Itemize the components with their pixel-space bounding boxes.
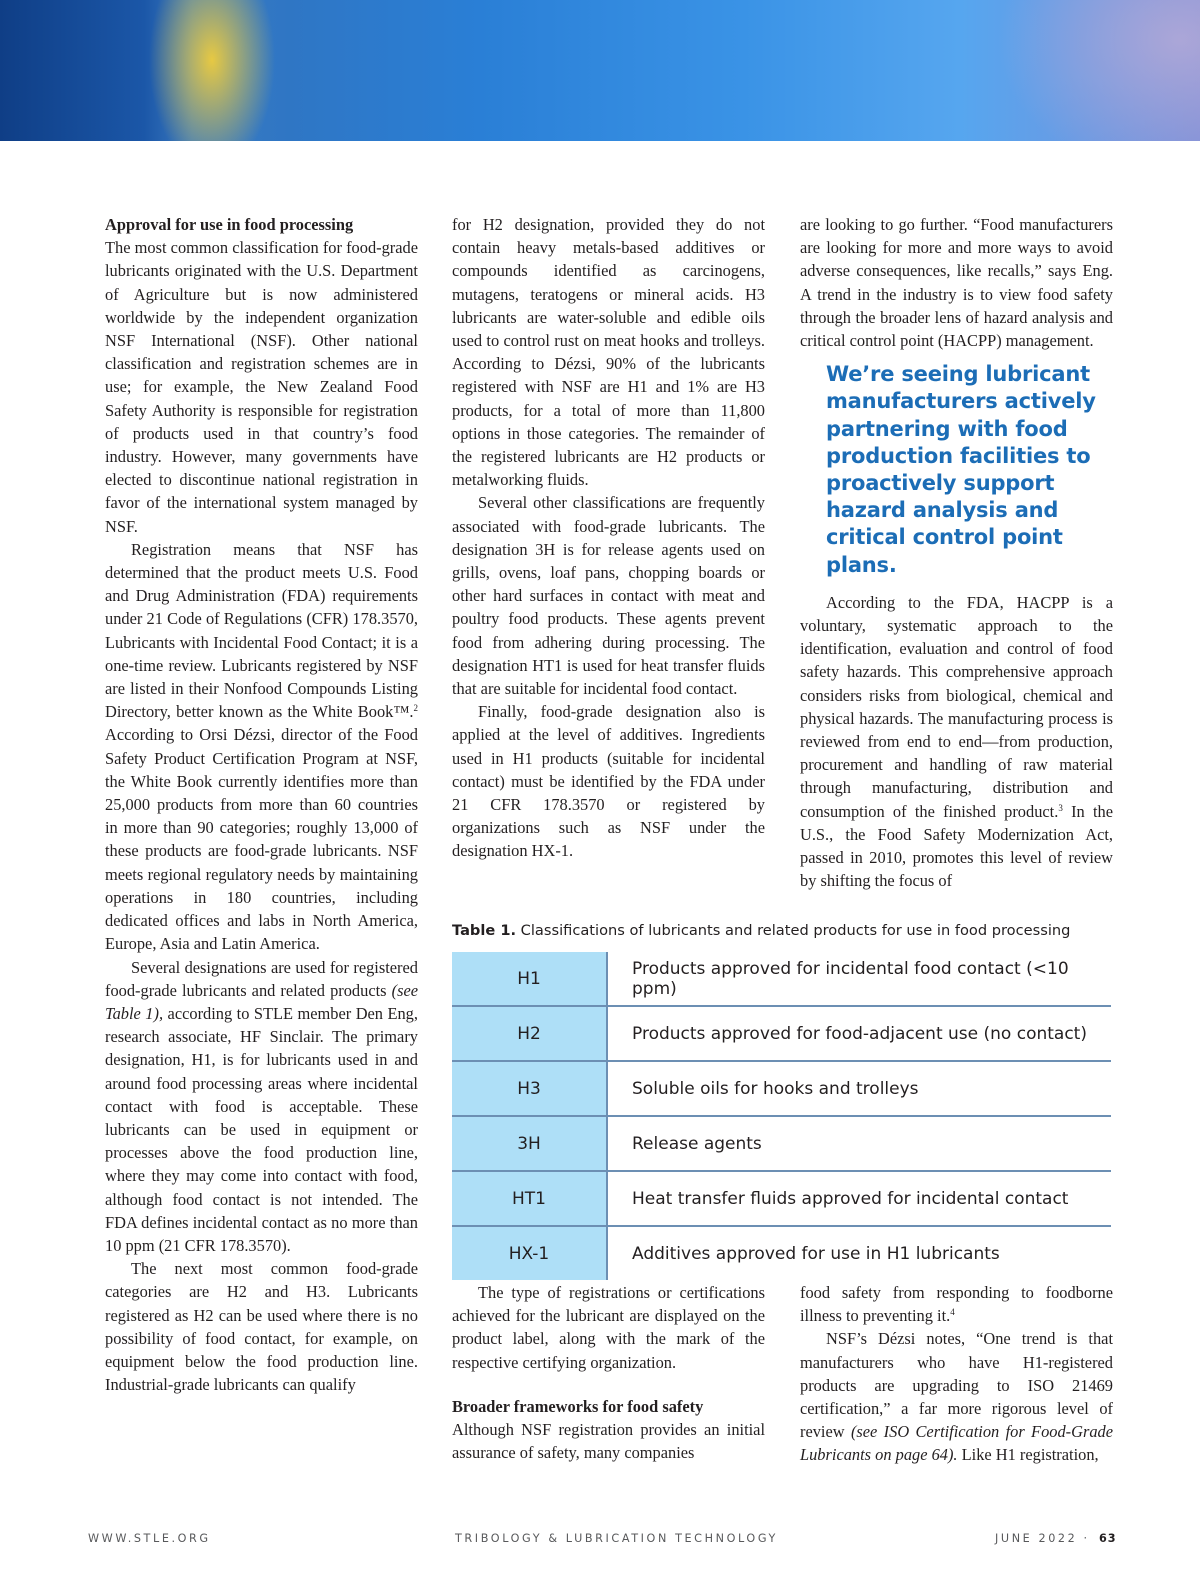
table-code-cell: HT1 <box>452 1171 607 1226</box>
paragraph <box>105 956 418 1258</box>
paragraph: Finally, food-grade designation also is applied at the level of additives. Ingredients used in H1 products (suitable for incidental contact) must be identified by the FDA under 21 CFR 178.3570 or registered by organizations such as NSF under the designation HX-1. <box>452 702 765 861</box>
paragraph: Several other classifications are frequently associated with food-grade lubricants. The designation 3H is for release agents used on grills, ovens, loaf pans, chopping boards or other hard surfaces in contact with meat and poultry food products. These agents prevent food from adhering during processing. The designation HT1 is used for heat transfer fluids that are suitable for incidental food contact. <box>452 493 765 699</box>
paragraph: are looking to go further. “Food manufacturers are looking for more and more ways to avoid adverse consequences, like recalls,” says Eng. A trend in the industry is to view food safety through the broader lens of hazard analysis and critical control point (HACPP) management. <box>800 215 1113 351</box>
text-run: In the U.S., the Food Safety Modernization Act, passed in 2010, promotes this level of review by shifting the focus of <box>800 801 1113 891</box>
footer-publication: TRIBOLOGY & LUBRICATION TECHNOLOGY <box>455 1532 778 1545</box>
paragraph: The most common classification for food-grade lubricants originated with the U.S. Department of Agriculture but is now administered worldwide by the independent organization NSF International (NSF). Other national classification and registration schemes are in use; for example, the New Zealand Food Safety Authority is responsible for registration of products used in that country’s food industry. However, many governments have elected to discontinue national registration in favor of the international system managed by NSF. <box>105 238 418 536</box>
text-run: Several designations are used for registered food-grade lubricants and related products <box>105 957 418 1000</box>
text-run: According to the FDA, HACPP is a voluntary, systematic approach to the identification, evaluation and control of food safety hazards. This comprehensive approach considers risks from biological, chemical and physical hazards. The manufacturing process is reviewed from end to end—from production, procurement and handling of raw material through manufacturing, distribution and consumption of the finished product. <box>800 592 1113 821</box>
text-run: According to Orsi Dézsi, director of the Food Safety Product Certification Program at NSF, the White Book currently identifies more than 25,000 products from more than 60 countries in more than 90 categories; roughly 13,000 of these products are food-grade lubricants. NSF meets regional regulatory needs by maintaining operations in 180 countries, including dedicated offices and labs in North America, Europe, Asia and Latin America. <box>105 725 418 954</box>
classification-table <box>452 952 1111 1280</box>
footnote-ref[interactable]: 4 <box>950 1307 955 1318</box>
cross-reference: (see ISO Certification for Food-Grade Lubricants on page 64). <box>800 1422 1113 1465</box>
table-code-cell: H3 <box>452 1061 607 1116</box>
table-description-cell: Soluble oils for hooks and trolleys <box>607 1061 1111 1116</box>
table-description-cell: Release agents <box>607 1116 1111 1171</box>
header-banner-image <box>0 0 1200 141</box>
article-column-3 <box>800 213 1113 892</box>
text-run: Registration means that NSF has determined that the product meets U.S. Food and Drug Administration (FDA) requirements under 21 Code of Regulations (CFR) 178.3570, Lubricants with Incidental Food Contact; it is a one-time review. Lubricants registered by NSF are listed in their Nonfood Compounds Listing Directory, better known as the White Book™. <box>105 539 418 722</box>
section-heading: Approval for use in food processing <box>105 215 354 234</box>
table-code-cell: HX-1 <box>452 1226 607 1280</box>
footer-date: JUNE 2022 · <box>995 1532 1090 1545</box>
table-row <box>452 1116 1111 1171</box>
table-code-cell: 3H <box>452 1116 607 1171</box>
table-row <box>452 1061 1111 1116</box>
footnote-ref[interactable]: 3 <box>1058 802 1063 813</box>
table-code-cell: H1 <box>452 952 607 1006</box>
section-heading: Broader frameworks for food safety <box>452 1396 704 1416</box>
paragraph <box>800 591 1113 893</box>
table-caption <box>452 922 1112 939</box>
article-column-2-lower <box>452 1281 765 1464</box>
table-code-cell: H2 <box>452 1006 607 1061</box>
article-column-2 <box>452 213 765 863</box>
paragraph <box>105 538 418 956</box>
table-description-cell: Products approved for incidental food contact (<10 ppm) <box>607 952 1111 1006</box>
text-run: according to STLE member Den Eng, research associate, HF Sinclair. The primary designation, H1, is for lubricants used in and around food processing areas where incidental contact with food is acceptable. These lubricants can be used in equipment or processes above the food production line, where they may come into contact with food, although food contact is not intended. The FDA defines incidental contact as no more than 10 ppm (21 CFR 178.3570). <box>105 1003 418 1255</box>
text-run: food safety from responding to foodborne illness to preventing it. <box>800 1283 1113 1326</box>
footer-website: WWW.STLE.ORG <box>88 1532 211 1545</box>
page-number: 63 <box>1099 1532 1117 1545</box>
paragraph: The next most common food-grade categories are H2 and H3. Lubricants registered as H2 can be used where there is no possibility of food contact, for example, on equipment below the food production line. Industrial-grade lubricants can qualify <box>105 1259 418 1395</box>
table-caption-text: Classifications of lubricants and related products for use in food processing <box>516 922 1071 939</box>
paragraph: The type of registrations or certifications achieved for the lubricant are displayed on the product label, along with the mark of the respective certifying organization. <box>452 1283 765 1372</box>
text-run: Like H1 registration, <box>957 1445 1099 1465</box>
paragraph: for H2 designation, provided they do not contain heavy metals-based additives or compounds identified as carcinogens, mutagens, teratogens or mineral acids. H3 lubricants are water-soluble and edible oils used to control rust on meat hooks and trolleys. According to Dézsi, 90% of the lubricants registered with NSF are H1 and 1% are H3 products, for a total of more than 11,800 options in those categories. The remainder of the registered lubricants are H2 products or metalworking fluids. <box>452 215 765 490</box>
pull-quote: We’re seeing lubricant manufacturers actively partnering with food production facilities to proactively support hazard analysis and critical control point plans. <box>826 362 1096 577</box>
table-caption-label: Table 1. <box>452 922 517 939</box>
footnote-ref[interactable]: 2 <box>413 703 418 714</box>
table-row <box>452 952 1111 1006</box>
table-description-cell: Heat transfer fluids approved for incidental contact <box>607 1171 1111 1226</box>
table-row <box>452 1006 1111 1061</box>
text-run: NSF’s Dézsi notes, “One trend is that manufacturers who have H1-registered products are upgrading to ISO 21469 certification,” a far more rigorous level of review <box>800 1329 1113 1442</box>
table-row <box>452 1171 1111 1226</box>
table-description-cell: Additives approved for use in H1 lubricants <box>607 1226 1111 1280</box>
article-column-3-lower <box>800 1281 1113 1467</box>
table-reference: (see Table 1), <box>105 980 418 1023</box>
table-row <box>452 1226 1111 1280</box>
table-description-cell: Products approved for food-adjacent use (no contact) <box>607 1006 1111 1061</box>
article-column-1 <box>105 213 418 1396</box>
paragraph <box>800 1327 1113 1466</box>
paragraph <box>800 1281 1113 1327</box>
paragraph: Although NSF registration provides an initial assurance of safety, many companies <box>452 1420 765 1463</box>
